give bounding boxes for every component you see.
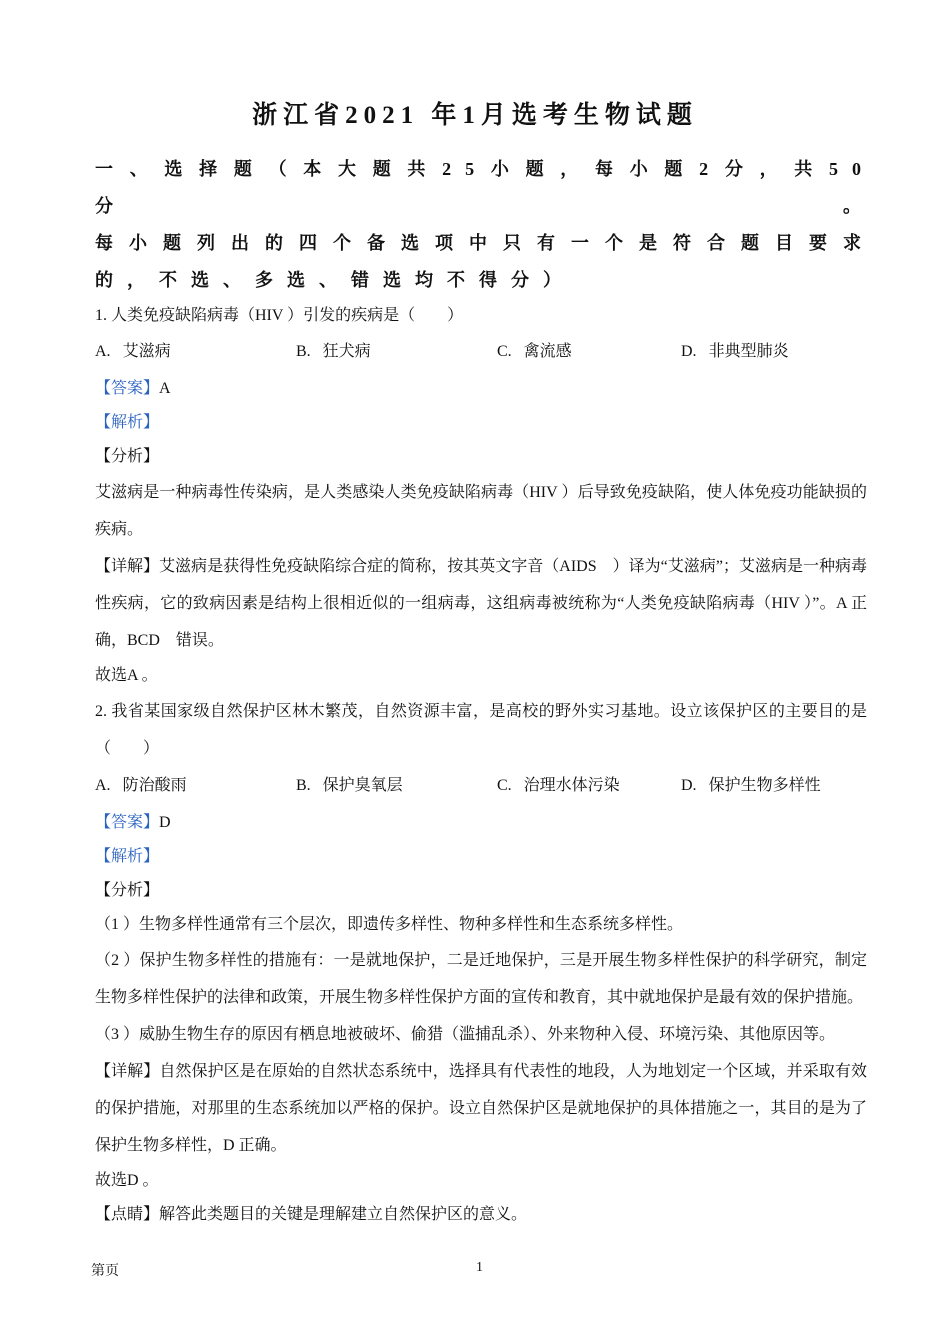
- option-text: 非典型肺炎: [708, 343, 789, 360]
- question-stem: 1. 人类免疫缺陷病毒（HIV ）引发的疾病是（ ）: [95, 307, 464, 324]
- option-letter: A.: [95, 777, 111, 794]
- fenxi-text: 艾滋病是一种病毒性传染病，是人类感染人类免疫缺陷病毒（HIV ）后导致免疫缺陷，使人体免疫功能缺损的疾病。: [95, 484, 867, 538]
- answer-label: 【答案】: [95, 380, 160, 397]
- option-d: [681, 769, 867, 803]
- detail-text: 【详解】艾滋病是获得性免疫缺陷综合症的简称，按其英文字音（AIDS ）译为“艾滋病”；艾滋病是一种病毒性疾病，它的致病因素是结构上很相近似的一组病毒，这组病毒被统称为“人类免疫缺陷病毒（HIV ）”。A 正确，BCD 错误。: [95, 558, 867, 649]
- fenxi-label: 【分析】: [95, 448, 160, 465]
- question-2: [95, 693, 867, 1232]
- options-row: [95, 769, 867, 803]
- question-stem: 2. 我省某国家级自然保护区林木繁茂，自然资源丰富，是高校的野外实习基地。设立该保护区的主要目的是（ ）: [95, 703, 867, 757]
- analysis-label: 【解析】: [95, 848, 160, 865]
- option-c: [497, 769, 681, 803]
- section-heading-line: 的，不选、多选、错选均不得分）: [95, 270, 575, 290]
- option-letter: D.: [681, 343, 697, 360]
- option-text: 保护臭氧层: [322, 777, 403, 794]
- answer: [95, 372, 867, 406]
- option-d: [681, 335, 867, 369]
- answer-label: 【答案】: [95, 814, 160, 831]
- section-heading-line: 一、选择题（本大题共25小题，每小题2分，共50分。: [95, 159, 875, 216]
- answer: [95, 806, 867, 840]
- page-title: 浙江省2021 年1月选考生物试题: [252, 102, 698, 129]
- option-text: 狂犬病: [322, 343, 371, 360]
- page-number: 1: [476, 1260, 483, 1275]
- option-letter: C.: [497, 777, 512, 794]
- option-c: [497, 335, 681, 369]
- tip-text: 【点睛】解答此类题目的关键是理解建立自然保护区的意义。: [95, 1206, 528, 1223]
- analysis-label: 【解析】: [95, 414, 160, 431]
- fenxi-point-2: （2 ）保护生物多样性的措施有：一是就地保护，二是迁地保护，三是开展生物多样性保护的科学研究，制定生物多样性保护的法律和政策，开展生物多样性保护方面的宣传和教育，其中就地保护是最有效的保护措施。: [95, 952, 867, 1006]
- options-row: [95, 335, 867, 369]
- option-text: 禽流感: [523, 343, 572, 360]
- option-letter: A.: [95, 343, 111, 360]
- option-a: [95, 769, 296, 803]
- choice-text: 故选A 。: [95, 667, 158, 684]
- question-1: [95, 299, 867, 693]
- fenxi-label: 【分析】: [95, 882, 160, 899]
- option-b: [296, 335, 497, 369]
- fenxi-point-1: （1 ）生物多样性通常有三个层次，即遗传多样性、物种多样性和生态系统多样性。: [95, 916, 684, 933]
- footer-label: 第页: [91, 1264, 119, 1279]
- answer-value: D: [159, 814, 171, 831]
- option-b: [296, 769, 497, 803]
- option-letter: B.: [296, 343, 311, 360]
- section-heading-line: 每小题列出的四个备选项中只有一个是符合题目要求: [95, 233, 875, 253]
- option-text: 保护生物多样性: [708, 777, 821, 794]
- document-page: [95, 96, 875, 1232]
- option-a: [95, 335, 296, 369]
- detail-text: 【详解】自然保护区是在原始的自然状态系统中，选择具有代表性的地段，人为地划定一个区域，并采取有效的保护措施，对那里的生态系统加以严格的保护。设立自然保护区是就地保护的具体措施之一，其目的是为了保护生物多样性，D 正确。: [95, 1063, 867, 1154]
- option-letter: B.: [296, 777, 311, 794]
- fenxi-point-3: （3 ）威胁生物生存的原因有栖息地被破坏、偷猎（滥捕乱杀）、外来物种入侵、环境污染、其他原因等。: [95, 1026, 836, 1043]
- choice-text: 故选D 。: [95, 1172, 159, 1189]
- option-text: 艾滋病: [122, 343, 171, 360]
- option-letter: C.: [497, 343, 512, 360]
- option-letter: D.: [681, 777, 697, 794]
- answer-value: A: [159, 380, 171, 397]
- option-text: 防治酸雨: [122, 777, 187, 794]
- option-text: 治理水体污染: [523, 777, 620, 794]
